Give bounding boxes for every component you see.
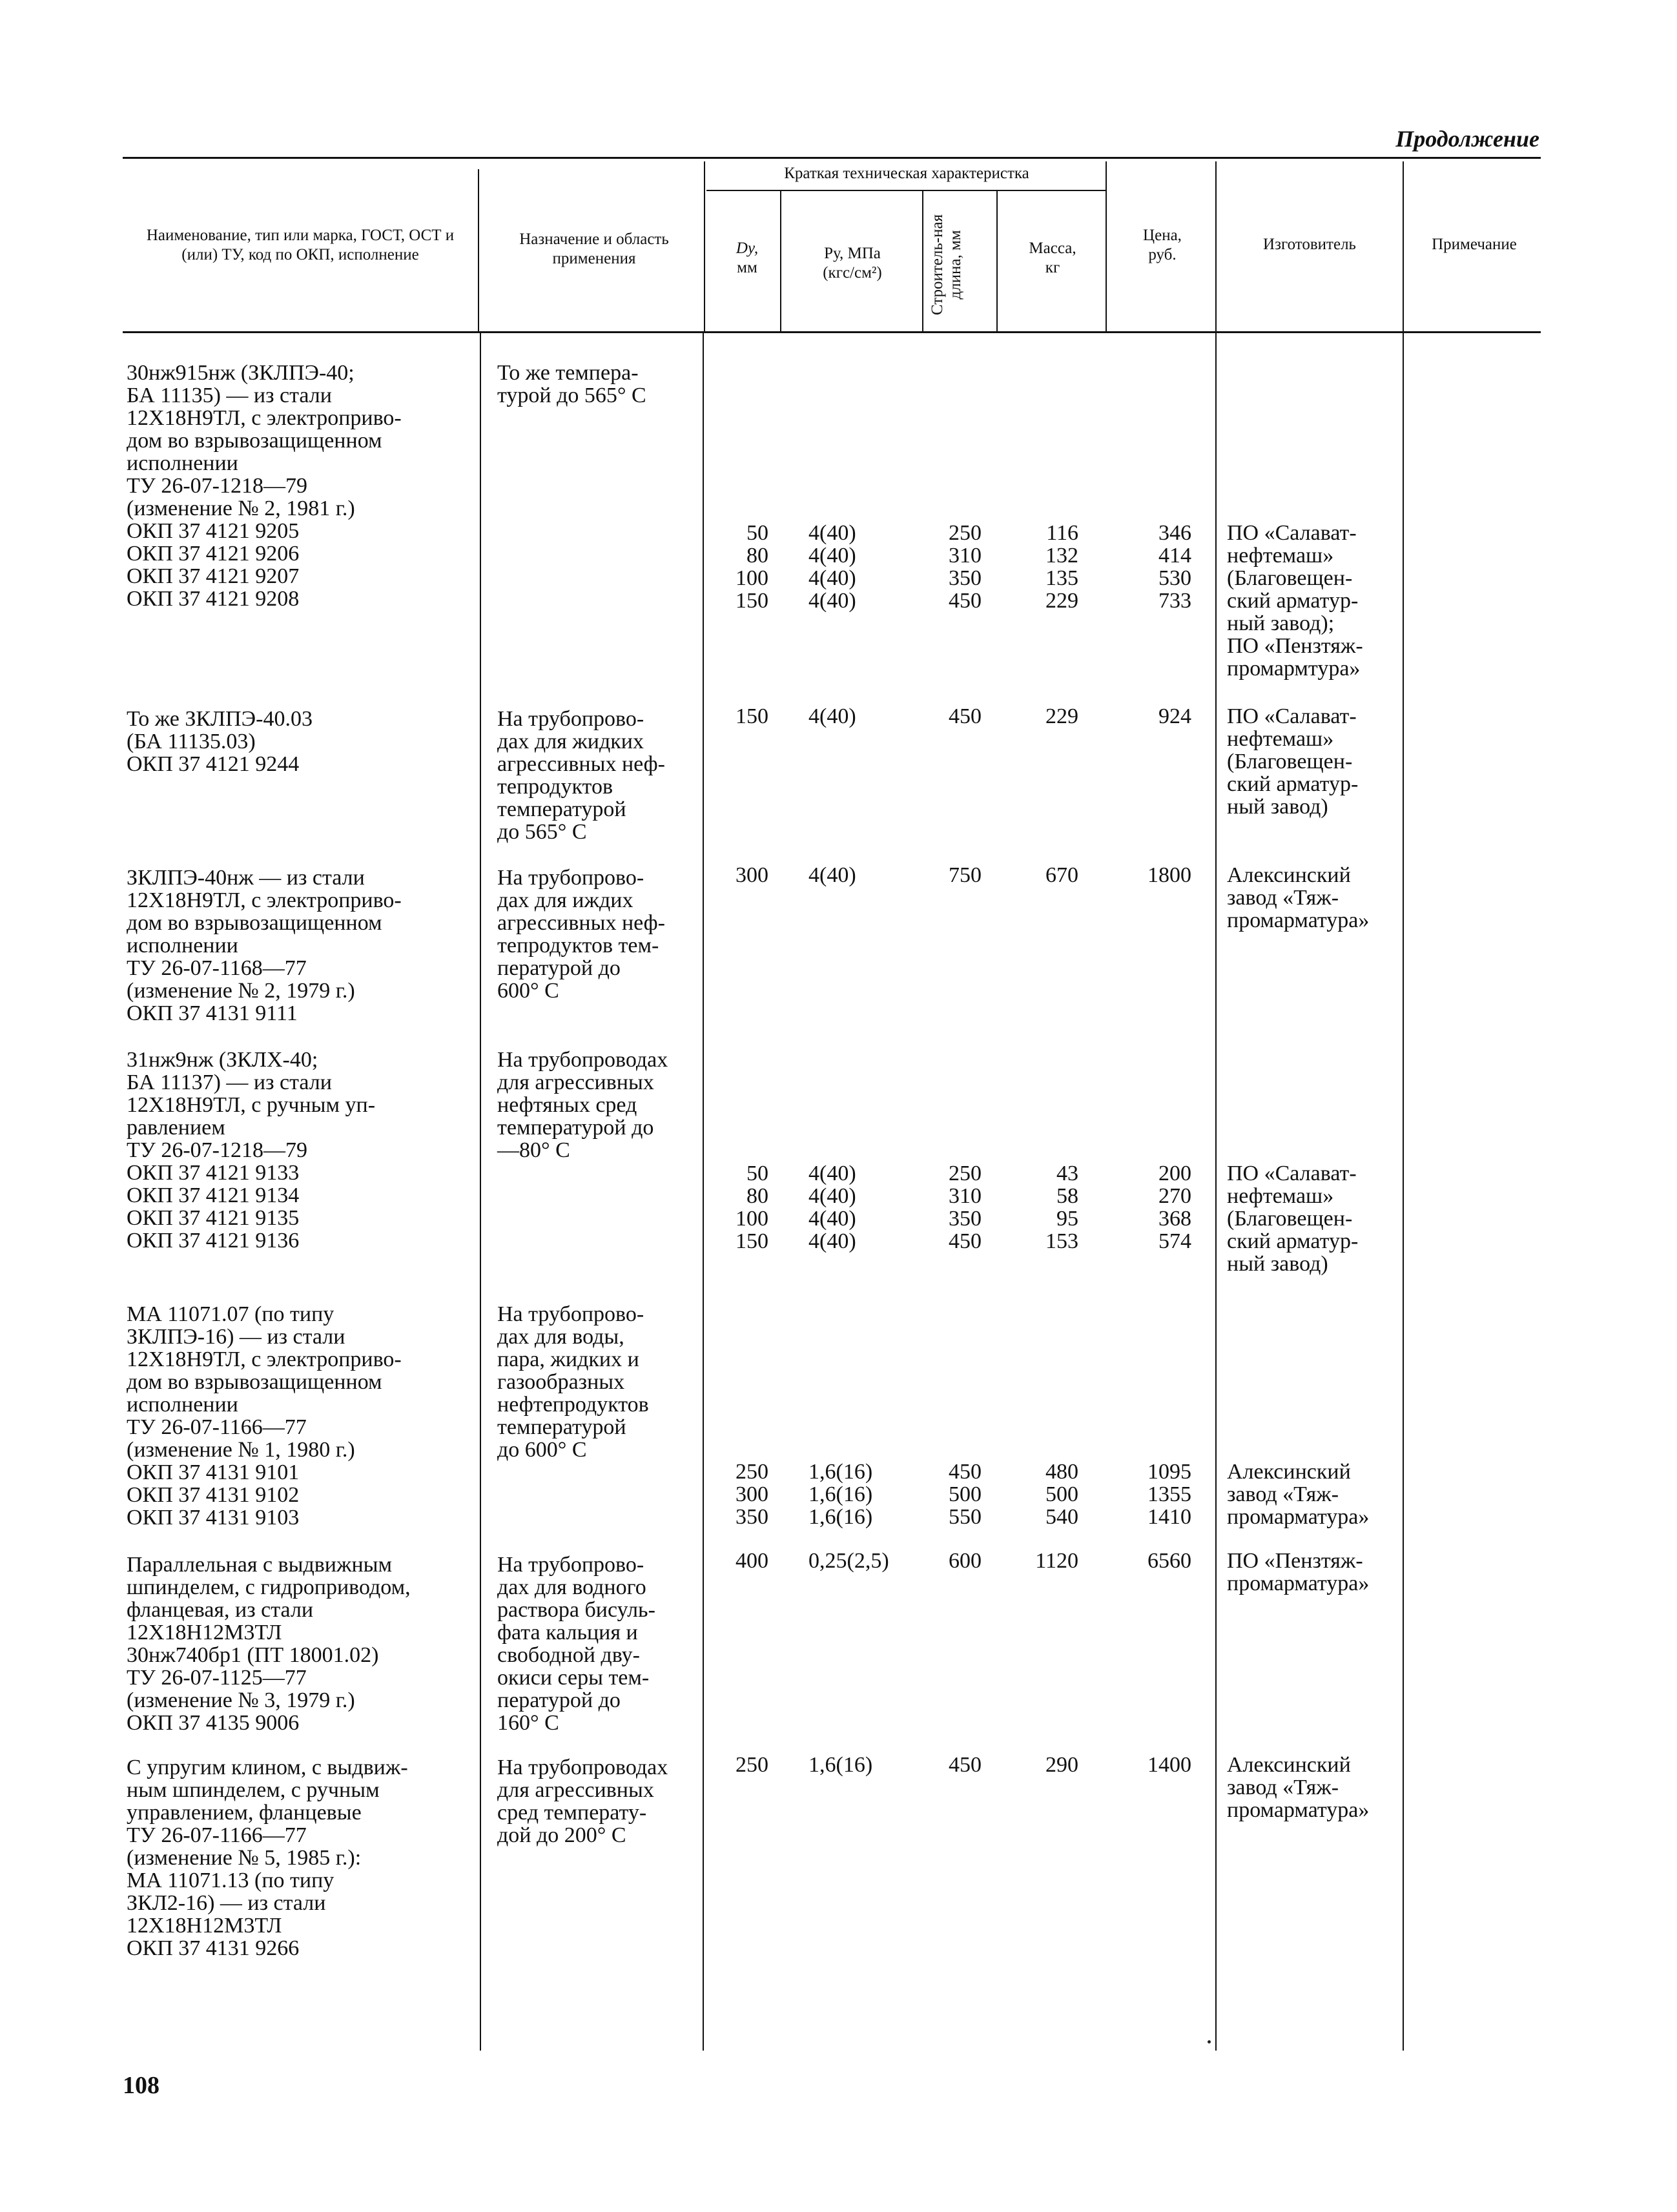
header-mass xyxy=(1001,239,1104,278)
row5-purpose: На трубопрово- дах для воды, пара, жидких и газообразных нефтепродуктов температурой до 600° С xyxy=(497,1302,649,1462)
header-dy-unit: мм xyxy=(737,259,757,276)
row1-length: 250 310 350 450 xyxy=(949,521,982,613)
row4-mass: 43 58 95 153 xyxy=(1045,1162,1078,1253)
row3-name: ЗКЛПЭ-40нж — из стали 12Х18Н9ТЛ, с электроприво- дом во взрывозащищенном исполнении ТУ 26-07-1168—77 (изменение № 2, 1979 г.) ОКП 37 4131 9111 xyxy=(127,866,402,1025)
tech-group-rule xyxy=(706,190,1107,191)
row5-maker: Алексинский завод «Тяж- промарматура» xyxy=(1227,1460,1370,1529)
row5-name: МА 11071.07 (по типу ЗКЛПЭ-16) — из стали 12Х18Н9ТЛ, с электроприво- дом во взрывозащищенном исполнении ТУ 26-07-1166—77 (изменение № 1, 1980 г.) ОКП 37 4131 9101 ОКП 37 4131 9102 ОКП 37 4131 9103 xyxy=(127,1302,402,1530)
header-py-label: Pу, МПа xyxy=(824,245,881,262)
body-rule-1 xyxy=(480,333,481,2051)
row1-name: 30нж915нж (ЗКЛПЭ-40; БА 11135) — из стали 12Х18Н9ТЛ, с электроприво- дом во взрывозащищенном исполнении ТУ 26-07-1218—79 (изменение № 2, 1981 г.) ОКП 37 4121 9205 ОКП 37 4121 9206 ОКП 37 4121 9207 ОКП 37 4121 9208 xyxy=(127,361,402,611)
row2-dy: 150 xyxy=(736,704,768,728)
row2-price: 924 xyxy=(1158,704,1191,728)
row4-dy: 50 80 100 150 xyxy=(736,1162,768,1253)
row7-maker: Алексинский завод «Тяж- промарматура» xyxy=(1227,1753,1370,1822)
row3-price: 1800 xyxy=(1147,863,1191,887)
stray-dot xyxy=(1208,2040,1211,2043)
body-rule-4 xyxy=(1403,333,1404,2051)
row4-purpose: На трубопроводах для агрессивных нефтяных сред температурой до —80° С xyxy=(497,1048,668,1162)
row6-price: 6560 xyxy=(1147,1549,1191,1573)
row7-dy: 250 xyxy=(736,1753,768,1777)
header-py-unit: (кгс/см²) xyxy=(823,264,882,282)
row3-mass: 670 xyxy=(1045,863,1078,887)
row3-dy: 300 xyxy=(736,863,768,887)
row2-maker: ПО «Салават- нефтемаш» (Благовещен- ский арматур- ный завод) xyxy=(1227,704,1359,819)
row3-py: 4(40) xyxy=(808,863,856,887)
row5-price: 1095 1355 1410 xyxy=(1147,1460,1191,1529)
row1-purpose: То же темпера- турой до 565° С xyxy=(497,361,646,407)
header-mass-unit: кг xyxy=(1045,259,1060,276)
row7-py: 1,6(16) xyxy=(808,1753,873,1777)
row5-py: 1,6(16) 1,6(16) 1,6(16) xyxy=(808,1460,873,1529)
row5-dy: 250 300 350 xyxy=(736,1460,768,1529)
row6-dy: 400 xyxy=(736,1549,768,1573)
body-rule-3 xyxy=(1215,333,1217,2051)
row7-length: 450 xyxy=(949,1753,982,1777)
header-price-label: Цена, xyxy=(1143,227,1182,244)
row4-py: 4(40) 4(40) 4(40) 4(40) xyxy=(808,1162,856,1253)
row1-dy: 50 80 100 150 xyxy=(736,521,768,613)
header-name: Наименование, тип или марка, ГОСТ, ОСТ и (или) ТУ, код по ОКП, исполнение xyxy=(146,227,455,263)
continuation-label: Продолжение xyxy=(1395,126,1539,152)
row1-mass: 116 132 135 229 xyxy=(1045,521,1078,613)
header-mass-label: Масса, xyxy=(1029,240,1076,257)
header-length: Строитель-ная длина, мм xyxy=(929,214,964,316)
col-rule-1 xyxy=(478,169,479,333)
row4-length: 250 310 350 450 xyxy=(949,1162,982,1253)
row6-py: 0,25(2,5) xyxy=(808,1549,889,1573)
row5-mass: 480 500 540 xyxy=(1045,1460,1078,1529)
row3-maker: Алексинский завод «Тяж- промарматура» xyxy=(1227,863,1370,932)
header-top-rule xyxy=(123,157,1541,159)
col-rule-3 xyxy=(780,191,781,333)
row6-length: 600 xyxy=(949,1549,982,1573)
col-rule-2 xyxy=(704,161,705,333)
row2-name: То же ЗКЛПЭ-40.03 (БА 11135.03) ОКП 37 4121 9244 xyxy=(127,707,313,776)
row6-purpose: На трубопрово- дах для водного раствора бисуль- фата кальция и свободной дву- окиси серы тем- пературой до 160° С xyxy=(497,1553,655,1735)
header-py xyxy=(785,244,920,283)
header-note: Примечание xyxy=(1432,236,1517,253)
row3-length: 750 xyxy=(949,863,982,887)
row3-purpose: На трубопрово- дах для иждих агрессивных неф- тепродуктов тем- пературой до 600° С xyxy=(497,866,665,1003)
row6-mass: 1120 xyxy=(1035,1549,1078,1573)
row1-price: 346 414 530 733 xyxy=(1158,521,1191,613)
col-rule-4 xyxy=(922,191,923,333)
body-rule-2 xyxy=(703,333,704,2051)
header-price-unit: руб. xyxy=(1148,246,1177,263)
row7-price: 1400 xyxy=(1147,1753,1191,1777)
row2-py: 4(40) xyxy=(808,704,856,728)
header-tech-group: Краткая техническая характеристка xyxy=(784,165,1029,182)
header-price xyxy=(1111,226,1214,265)
row4-name: 31нж9нж (ЗКЛХ-40; БА 11137) — из стали 12Х18Н9ТЛ, с ручным уп- равлением ТУ 26-07-1218—79 ОКП 37 4121 9133 ОКП 37 4121 9134 ОКП 37 4121 9135 ОКП 37 4121 9136 xyxy=(127,1048,376,1253)
row6-maker: ПО «Пензтяж- промарматура» xyxy=(1227,1549,1370,1595)
col-rule-7 xyxy=(1215,161,1217,333)
row2-purpose: На трубопрово- дах для жидких агрессивных неф- тепродуктов температурой до 565° С xyxy=(497,707,665,844)
row6-name: Параллельная с выдвижным шпинделем, с гидроприводом, фланцевая, из стали 12Х18Н12М3ТЛ 30нж740бр1 (ПТ 18001.02) ТУ 26-07-1125—77 (изменение № 3, 1979 г.) ОКП 37 4135 9006 xyxy=(127,1553,411,1735)
row1-py: 4(40) 4(40) 4(40) 4(40) xyxy=(808,521,856,613)
header-dy xyxy=(718,239,776,278)
row7-mass: 290 xyxy=(1045,1753,1078,1777)
row7-name: С упругим клином, с выдвиж- ным шпинделем, с ручным управлением, фланцевые ТУ 26-07-1166—77 (изменение № 5, 1985 г.): МА 11071.13 (по типу ЗКЛ2-16) — из стали 12Х18Н12М3ТЛ ОКП 37 4131 9266 xyxy=(127,1756,408,1960)
row7-purpose: На трубопроводах для агрессивных сред температу- дой до 200° С xyxy=(497,1756,668,1847)
page-number: 108 xyxy=(123,2072,159,2099)
row2-mass: 229 xyxy=(1045,704,1078,728)
col-rule-8 xyxy=(1403,161,1404,333)
row4-price: 200 270 368 574 xyxy=(1158,1162,1191,1253)
row2-length: 450 xyxy=(949,704,982,728)
header-dy-label: Dу, xyxy=(736,240,759,257)
header-maker: Изготовитель xyxy=(1263,236,1356,253)
row4-maker: ПО «Салават- нефтемаш» (Благовещен- ский арматур- ный завод) xyxy=(1227,1162,1359,1276)
col-rule-6 xyxy=(1106,161,1107,333)
col-rule-5 xyxy=(996,191,998,333)
row5-length: 450 500 550 xyxy=(949,1460,982,1529)
header-purpose: Назначение и область применения xyxy=(519,230,669,267)
header-bottom-rule xyxy=(123,331,1541,333)
row1-maker: ПО «Салават- нефтемаш» (Благовещен- ский арматур- ный завод); ПО «Пензтяж- промармтура» xyxy=(1227,521,1363,681)
